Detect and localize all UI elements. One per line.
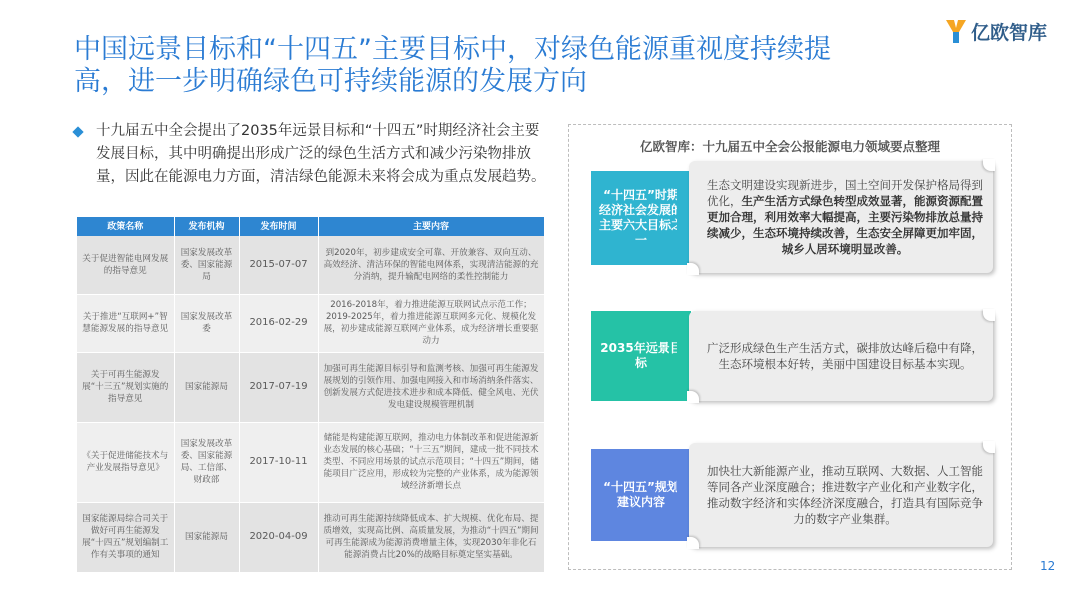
- cell-policy-name: 国家能源局综合司关于做好可再生能源发展“十四五”规划编制工作有关事项的通知: [77, 502, 174, 572]
- item-tag-14th-fyp-goals: [591, 171, 691, 265]
- cell-date: 2016-02-29: [239, 294, 318, 352]
- item-card-text: [707, 177, 983, 257]
- cell-policy-name: 关于促进智能电网发展的指导意见: [77, 236, 174, 294]
- brand-logo: [945, 16, 1047, 46]
- item-text-plain: 生态文明建设实现新进步，国土空间开发保护格局得到优化，: [707, 178, 983, 208]
- cell-date: 2017-10-11: [239, 422, 318, 502]
- item-tag-label: “十四五”规划建议内容: [603, 480, 679, 509]
- cell-date: 2015-07-07: [239, 236, 318, 294]
- item-tag-14th-fyp-proposal: [591, 449, 691, 541]
- cell-content: 到2020年，初步建成安全可靠、开放兼容、双向互动、高效经济、清洁环保的智能电网体系，实现清洁能源的充分消纳，提升输配电网络的柔性控制能力: [318, 236, 544, 294]
- cell-content: 推动可再生能源持续降低成本、扩大规模、优化布局、提质增效，实现高比例、高质量发展，为推动“十四五”期间可再生能源成为能源消费增量主体，实现2030年非化石能源消费占比20%的战略目标奠定坚实基础。: [318, 502, 544, 572]
- cell-policy-name: 《关于促进储能技术与产业发展指导意见》: [77, 422, 174, 502]
- table-row: [77, 422, 544, 502]
- item-card-text: [707, 463, 983, 527]
- cell-content: 2016-2018年，着力推进能源互联网试点示范工作；2019-2025年，着力推进能源互联网多元化、规模化发展，初步建成能源互联网产业体系，成为经济增长重要驱动力: [318, 294, 544, 352]
- cell-publisher: 国家发展改革委、国家能源局、工信部、财政部: [174, 422, 239, 502]
- cell-content: 储能是构建能源互联网，推动电力体制改革和促进能源新业态发展的核心基础；“十三五”期间，建成一批不同技术类型、不同应用场景的试点示范项目；“十四五”期间，储能项目广泛应用，形成较为完整的产业体系，成为能源领域经济新增长点: [318, 422, 544, 502]
- header-publisher: 发布机构: [174, 217, 239, 236]
- header-content: 主要内容: [318, 217, 544, 236]
- cell-date: 2020-04-09: [239, 502, 318, 572]
- item-tag-label: “十四五”时期经济社会发展的主要六大目标之一: [599, 188, 684, 247]
- cell-publisher: 国家发展改革委: [174, 294, 239, 352]
- item-card-2035-goals: [689, 311, 993, 401]
- card-corner: [983, 159, 995, 171]
- card-corner: [687, 537, 699, 549]
- item-text-plain: 加快壮大新能源产业，推动互联网、大数据、人工智能等同各产业深度融合；推进数字产业化和产业数字化，推动数字经济和实体经济深度融合，打造具有国际竞争力的数字产业集群。: [707, 464, 983, 526]
- card-corner: [983, 309, 995, 321]
- item-tag-2035-goals: [591, 311, 691, 401]
- table-row: [77, 352, 544, 422]
- cell-date: 2017-07-19: [239, 352, 318, 422]
- brand-mark-icon: [945, 18, 967, 44]
- panel-title: 亿欧智库：十九届五中全会公报能源电力领域要点整理: [639, 139, 940, 154]
- item-text-plain: 广泛形成绿色生产生活方式，碳排放达峰后稳中有降，生态环境根本好转，美丽中国建设目标基本实现。: [707, 341, 983, 371]
- card-corner: [687, 263, 699, 275]
- cell-publisher: 国家能源局: [174, 502, 239, 572]
- brand-name: 亿欧智库: [971, 21, 1048, 44]
- card-corner: [983, 441, 995, 453]
- diamond-bullet-icon: [72, 126, 83, 137]
- cell-publisher: 国家发展改革委、国家能源局: [174, 236, 239, 294]
- header-policy-name: 政策名称: [77, 217, 174, 236]
- item-card-text: [707, 340, 983, 372]
- table-row: [77, 294, 544, 352]
- header-date: 发布时间: [239, 217, 318, 236]
- item-card-14th-fyp-proposal: [689, 443, 993, 547]
- policy-table: [77, 217, 545, 573]
- cell-policy-name: 关于推进“互联网+”智慧能源发展的指导意见: [77, 294, 174, 352]
- page-title: 中国远景目标和“十四五”主要目标中，对绿色能源重视度持续提高，进一步明确绿色可持续能源的发展方向: [74, 34, 831, 97]
- item-card-14th-fyp-goals: [689, 161, 993, 273]
- intro-paragraph: [70, 120, 550, 189]
- table-row: [77, 236, 544, 294]
- cell-content: 加强可再生能源目标引导和监测考核、加强可再生能源发展规划的引领作用、加强电网接入和市场消纳条件落实、创新发展方式促进技术进步和成本降低、健全风电、光伏发电建设规模管理机制: [318, 352, 544, 422]
- intro-text: 十九届五中全会提出了2035年远景目标和“十四五”时期经济社会主要发展目标，其中明确提出形成广泛的绿色生活方式和减少污染物排放量，因此在能源电力方面，清洁绿色能源未来将会成为重点发展趋势。: [96, 123, 546, 185]
- cell-publisher: 国家能源局: [174, 352, 239, 422]
- key-points-panel: [568, 124, 1012, 570]
- table-header-row: [77, 217, 544, 236]
- table-row: [77, 502, 544, 572]
- item-text-bold: 生产生活方式绿色转型成效显著，能源资源配置更加合理，利用效率大幅提高，主要污染物排放总量持续减少，生态环境持续改善，生态安全屏障更加牢固，城乡人居环境明显改善。: [707, 194, 983, 256]
- item-tag-label: 2035年远景目标: [600, 341, 682, 370]
- card-corner: [687, 391, 699, 403]
- page-number: 12: [1040, 559, 1056, 573]
- cell-policy-name: 关于可再生能源发展“十三五”规划实施的指导意见: [77, 352, 174, 422]
